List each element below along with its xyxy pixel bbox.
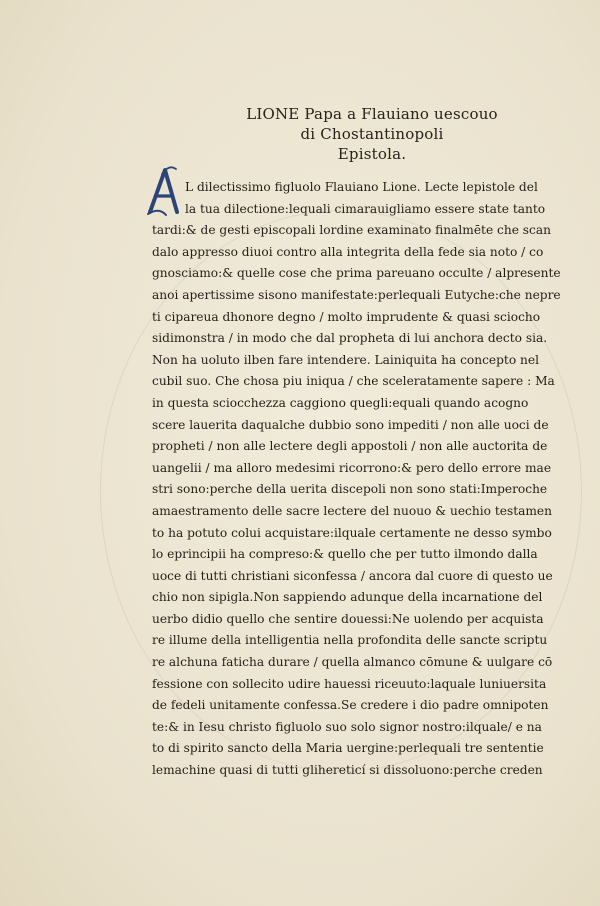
text-line: dalo appresso diuoi contro alla integrita della fede sia noto / co xyxy=(152,244,544,259)
text-line: uerbo didio quello che sentire douessi:Ne uolendo per acquista xyxy=(152,611,544,626)
body-text xyxy=(152,177,562,782)
heading-line-1: LIONE Papa a Flauiano uescouo xyxy=(246,105,498,123)
text-line: re illume della intelligentia nella profondita delle sancte scriptu xyxy=(152,633,548,648)
text-line: te:& in Iesu christo figluolo suo solo signor nostro:ilquale/ e na xyxy=(152,719,542,734)
heading-line-2: di Chostantinopoli xyxy=(300,125,444,143)
page-title xyxy=(222,104,522,164)
heading-line-3: Epistola. xyxy=(337,145,407,163)
text-line: uoce di tutti christiani siconfessa / ancora dal cuore di questo ue xyxy=(152,568,553,583)
text-line: cubil suo. Che chosa piu iniqua / che sceleratamente sapere : Ma xyxy=(152,374,555,389)
text-line: lo eprincipii ha compreso:& quello che per tutto ilmondo dalla xyxy=(152,547,538,562)
text-line: anoi apertissime sisono manifestate:perlequali Eutyche:che nepre xyxy=(152,287,561,302)
text-line: lemachine quasi di tutti glihereticí si dissoluono:perche creden xyxy=(152,763,543,778)
text-line: in questa sciocchezza caggiono quegli:equali quando acogno xyxy=(152,395,529,410)
text-line: tardi:& de gesti episcopali lordine examinato finalmēte che scan xyxy=(152,223,551,238)
text-line: sidimonstra / in modo che dal propheta di lui anchora decto sia. xyxy=(152,331,548,346)
text-line: propheti / non alle lectere degli appostoli / non alle auctorita de xyxy=(152,439,548,454)
initial-letter-text: A xyxy=(164,218,165,219)
text-line: re alchuna faticha durare / quella almanco cōmune & uulgare cō xyxy=(152,655,553,670)
text-line: Non ha uoluto ilben fare intendere. Lainiquita ha concepto nel xyxy=(152,352,539,367)
text-line: L dilectissimo figluolo Flauiano Lione. Lecte lepistole del xyxy=(185,180,538,194)
text-line: la tua dilectione:lequali cimarauigliamo essere state tanto xyxy=(185,201,546,216)
text-line: fessione con sollecito udire hauessi riceuuto:laquale luniuersita xyxy=(152,676,547,691)
text-line: amaestramento delle sacre lectere del nuouo & uechio testamen xyxy=(152,503,552,518)
text-line: to ha potuto colui acquistare:ilquale certamente ne desso symbo xyxy=(152,525,552,540)
text-line: ti cipareua dhonore degno / molto imprudente & quasi sciocho xyxy=(152,309,541,324)
text-line: chio non sipigla.Non sappiendo adunque della incarnatione del xyxy=(152,590,543,605)
text-line: stri sono:perche della uerita discepoli non sono stati:Imperoche xyxy=(152,482,548,497)
text-line: gnosciamo:& quelle cose che prima pareuano occulte / alpresente xyxy=(152,266,561,281)
text-line: scere lauerita daqualche dubbio sono impediti / non alle uoci de xyxy=(152,417,549,432)
text-line: to di spirito sancto della Maria uergine:perlequali tre sententie xyxy=(152,741,544,756)
text-line: uangelii / ma alloro medesimi ricorrono:& pero dello errore mae xyxy=(152,460,552,475)
text-line: de fedeli unitamente confessa.Se credere i dio padre omnipoten xyxy=(152,698,549,713)
